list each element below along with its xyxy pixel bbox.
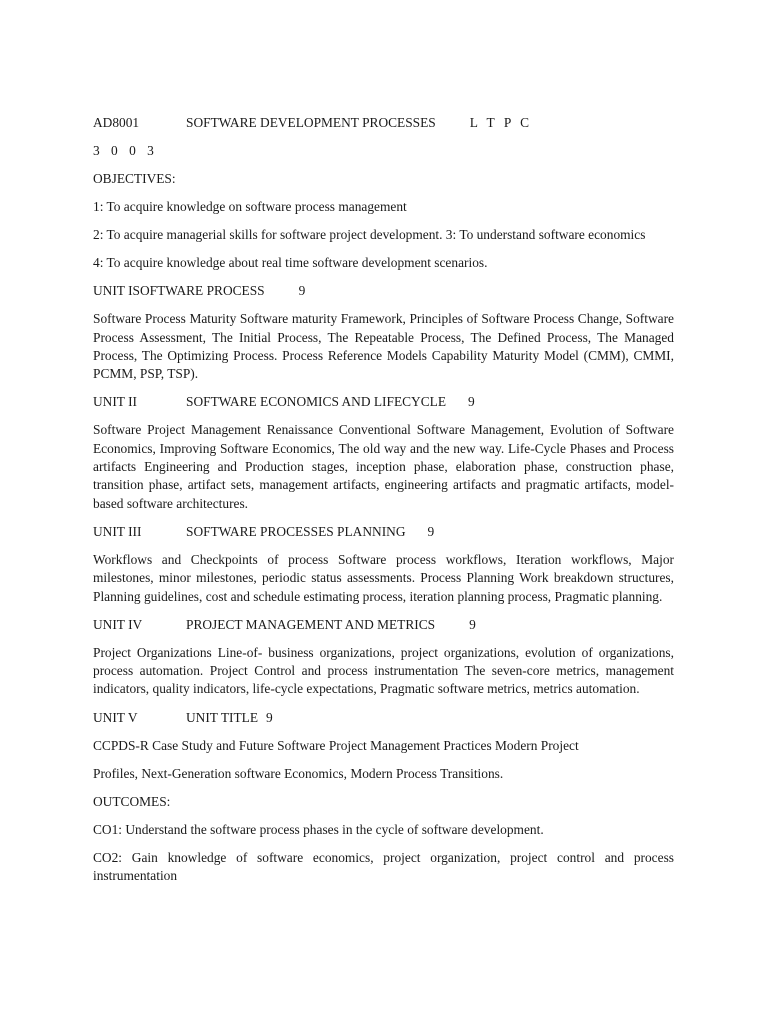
unit-3-heading [93, 523, 674, 541]
unit-5-heading [93, 709, 674, 727]
outcomes-heading: OUTCOMES: [93, 793, 171, 809]
unit-1-body: Software Process Maturity Software maturity Framework, Principles of Software Process Change, Software Process Assessment, The Initial Process, The Repeatable Process, The Defined Process, The Managed Process, The Optimizing Process. Process Reference Models Capability Maturity Model (CMM), CMMI, PCMM, PSP, TSP). [93, 311, 674, 382]
unit-hours: 9 [468, 394, 475, 410]
objective-item: 4: To acquire knowledge about real time software development scenarios. [93, 255, 488, 271]
ltpc-label: L T P C [469, 115, 533, 130]
unit-hours: 9 [266, 709, 273, 725]
unit-hours: 9 [298, 283, 306, 299]
unit-title: PROJECT MANAGEMENT AND METRICS [186, 616, 436, 632]
unit-code: UNIT ISOFTWARE PROCESS [93, 283, 265, 299]
unit-hours: 9 [427, 523, 435, 539]
unit-5-body-line: CCPDS-R Case Study and Future Software Project Management Practices Modern Project [93, 737, 579, 753]
unit-2-heading [93, 393, 674, 411]
objective-item: 1: To acquire knowledge on software process management [93, 199, 407, 214]
unit-5-body-line: Profiles, Next-Generation software Economics, Modern Process Transitions. [93, 765, 504, 781]
course-credits [93, 142, 674, 160]
credits-values: 3 0 0 3 [93, 143, 158, 158]
course-title: SOFTWARE DEVELOPMENT PROCESSES [186, 115, 436, 130]
unit-4-body: Project Organizations Line-of- business organizations, project organizations, evolution of organizations, process automation. Project Control and process instrumentation The seven-core metrics, management indicators, quality indicators, life-cycle expectations, Pragmatic software metrics, metrics automation. [93, 644, 674, 697]
unit-2-body: Software Project Management Renaissance Conventional Software Management, Evolution of Software Economics, Improving Software Economics, The old way and the new way. Life-Cycle Phases and Process artifacts Engineering and Production stages, inception phase, elaboration phase, construction phase, transition phase, artifact sets, management artifacts, engineering artifacts and pragmatic artifacts, model-based software architectures. [93, 422, 674, 511]
outcome-item: CO1: Understand the software process phases in the cycle of software development. [93, 821, 544, 837]
unit-3-body: Workflows and Checkpoints of process Software process workflows, Iteration workflows, Major milestones, minor milestones, periodic status assessments. Process Planning Work breakdown structures, Planning guidelines, cost and schedule estimating process, iteration planning process, Pragmatic planning. [93, 551, 674, 604]
unit-title: SOFTWARE ECONOMICS AND LIFECYCLE [186, 394, 447, 410]
unit-code: UNIT II [93, 394, 138, 410]
objectives-heading: OBJECTIVES: [93, 171, 176, 186]
outcome-item: CO2: Gain knowledge of software economics, project organization, project control and process instrumentation [93, 849, 674, 884]
unit-code: UNIT V [93, 709, 138, 725]
syllabus-content [93, 114, 674, 895]
unit-title: UNIT TITLE [186, 709, 259, 725]
unit-4-heading [93, 616, 674, 634]
unit-title: SOFTWARE PROCESSES PLANNING [186, 523, 406, 539]
unit-code: UNIT IV [93, 616, 143, 632]
course-header [93, 114, 674, 132]
unit-hours: 9 [469, 616, 476, 632]
unit-code: UNIT III [93, 523, 142, 539]
objective-item: 2: To acquire managerial skills for software project development. 3: To understand software economics [93, 227, 646, 242]
course-code: AD8001 [93, 115, 140, 130]
unit-1-heading [93, 282, 674, 300]
